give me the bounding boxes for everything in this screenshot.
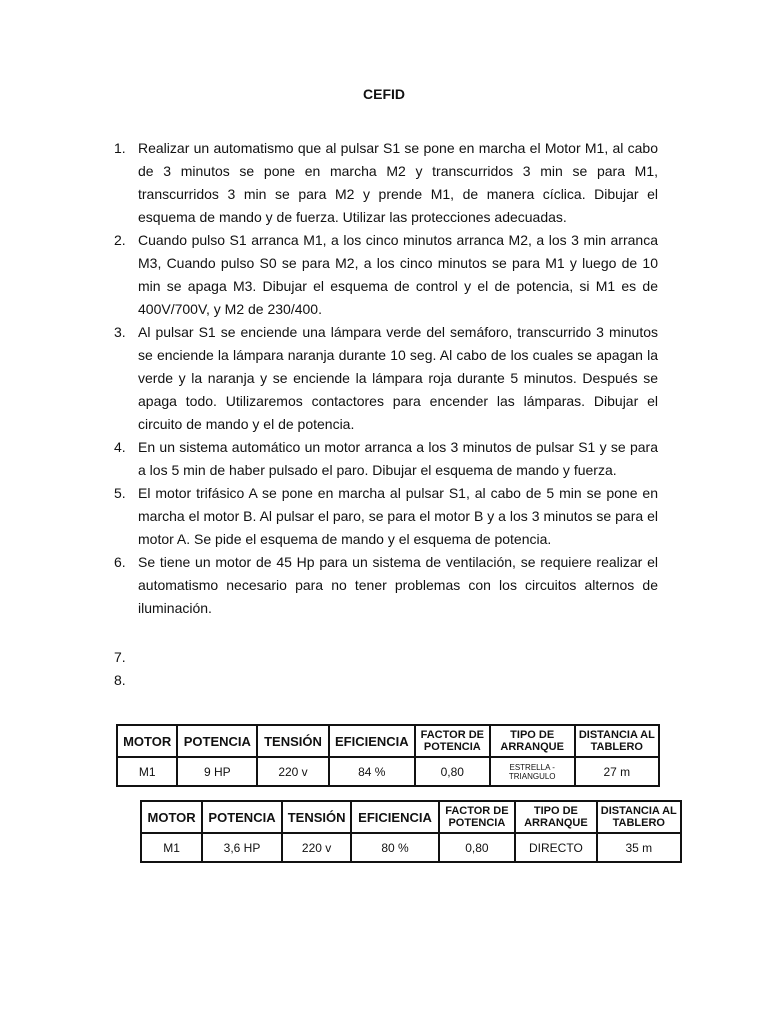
cell-tipo-arranque: ESTRELLA - TRIANGULO [490,757,575,786]
cell-potencia: 3,6 HP [202,833,282,862]
table-row [117,757,659,786]
cell-potencia: 9 HP [177,757,257,786]
cell-tipo-arranque: DIRECTO [515,833,596,862]
cell-motor: M1 [117,757,177,786]
empty-item-number: 7. [114,649,126,665]
item-text: Se tiene un motor de 45 Hp para un sistema de ventilación, se requiere realizar el automatismo necesario para no tener problemas con los circuitos alternos de iluminación. [138,554,658,616]
item-text: Al pulsar S1 se enciende una lámpara verde del semáforo, transcurrido 3 minutos se enciende la lámpara naranja durante 10 seg. Al cabo de los cuales se apagan la verde y la naranja y se enciende la lámpara roja durante 5 minutos. Después se apaga todo. Utilizaremos contactores para encender las lámparas. Dibujar el circuito de mando y el de potencia. [138,324,658,432]
cell-eficiencia: 80 % [351,833,438,862]
motor-spec-table-1 [116,724,660,787]
table-header-row [141,801,681,833]
col-header-eficiencia: EFICIENCIA [351,801,438,833]
list-item [114,321,658,436]
cell-motor: M1 [141,833,202,862]
list-item [114,137,658,229]
list-item [114,482,658,551]
cell-distancia: 35 m [597,833,681,862]
col-header-tension: TENSIÓN [282,801,352,833]
item-number: 3. [114,324,126,340]
cell-eficiencia: 84 % [329,757,415,786]
item-text: Cuando pulso S1 arranca M1, a los cinco minutos arranca M2, a los 3 min arranca M3, Cuando pulso S0 se para M2, a los cinco minutos se para M1 y luego de 10 min se apaga M3. Dibujar el esquema de control y el de potencia, si M1 es de 400V/700V, y M2 de 230/400. [138,232,658,317]
col-header-potencia: POTENCIA [177,725,257,757]
col-header-distancia: DISTANCIA AL TABLERO [597,801,681,833]
table-header-row [117,725,659,757]
col-header-tension: TENSIÓN [257,725,328,757]
list-item [114,551,658,620]
exercise-list [114,137,658,620]
motor-spec-table-2 [140,800,682,863]
col-header-distancia: DISTANCIA AL TABLERO [575,725,659,757]
col-header-eficiencia: EFICIENCIA [329,725,415,757]
col-header-factor-potencia: FACTOR DE POTENCIA [415,725,490,757]
col-header-motor: MOTOR [117,725,177,757]
cell-distancia: 27 m [575,757,659,786]
item-number: 2. [114,232,126,248]
item-text: En un sistema automático un motor arranca a los 3 minutos de pulsar S1 y se para a los 5 min de haber pulsado el paro. Dibujar el esquema de mando y fuerza. [138,439,658,478]
col-header-tipo-arranque: TIPO DE ARRANQUE [515,801,596,833]
col-header-factor-potencia: FACTOR DE POTENCIA [439,801,516,833]
document-title: CEFID [363,86,405,102]
list-item [114,229,658,321]
item-number: 5. [114,485,126,501]
cell-tension: 220 v [257,757,328,786]
cell-factor-potencia: 0,80 [415,757,490,786]
col-header-tipo-arranque: TIPO DE ARRANQUE [490,725,575,757]
empty-item-number: 8. [114,672,126,688]
item-text: Realizar un automatismo que al pulsar S1 se pone en marcha el Motor M1, al cabo de 3 minutos se pone en marcha M2 y transcurridos 3 min se para M1, transcurridos 3 min se para M2 y prende M1, de manera cíclica. Dibujar el esquema de mando y de fuerza. Utilizar las protecciones adecuadas. [138,140,658,225]
item-number: 4. [114,439,126,455]
cell-tension: 220 v [282,833,352,862]
col-header-motor: MOTOR [141,801,202,833]
item-text: El motor trifásico A se pone en marcha al pulsar S1, al cabo de 5 min se pone en marcha el motor B. Al pulsar el paro, se para el motor B y a los 3 minutos se para el motor A. Se pide el esquema de mando y el esquema de potencia. [138,485,658,547]
item-number: 6. [114,554,126,570]
table-row [141,833,681,862]
item-number: 1. [114,140,126,156]
cell-factor-potencia: 0,80 [439,833,516,862]
list-item [114,436,658,482]
col-header-potencia: POTENCIA [202,801,282,833]
